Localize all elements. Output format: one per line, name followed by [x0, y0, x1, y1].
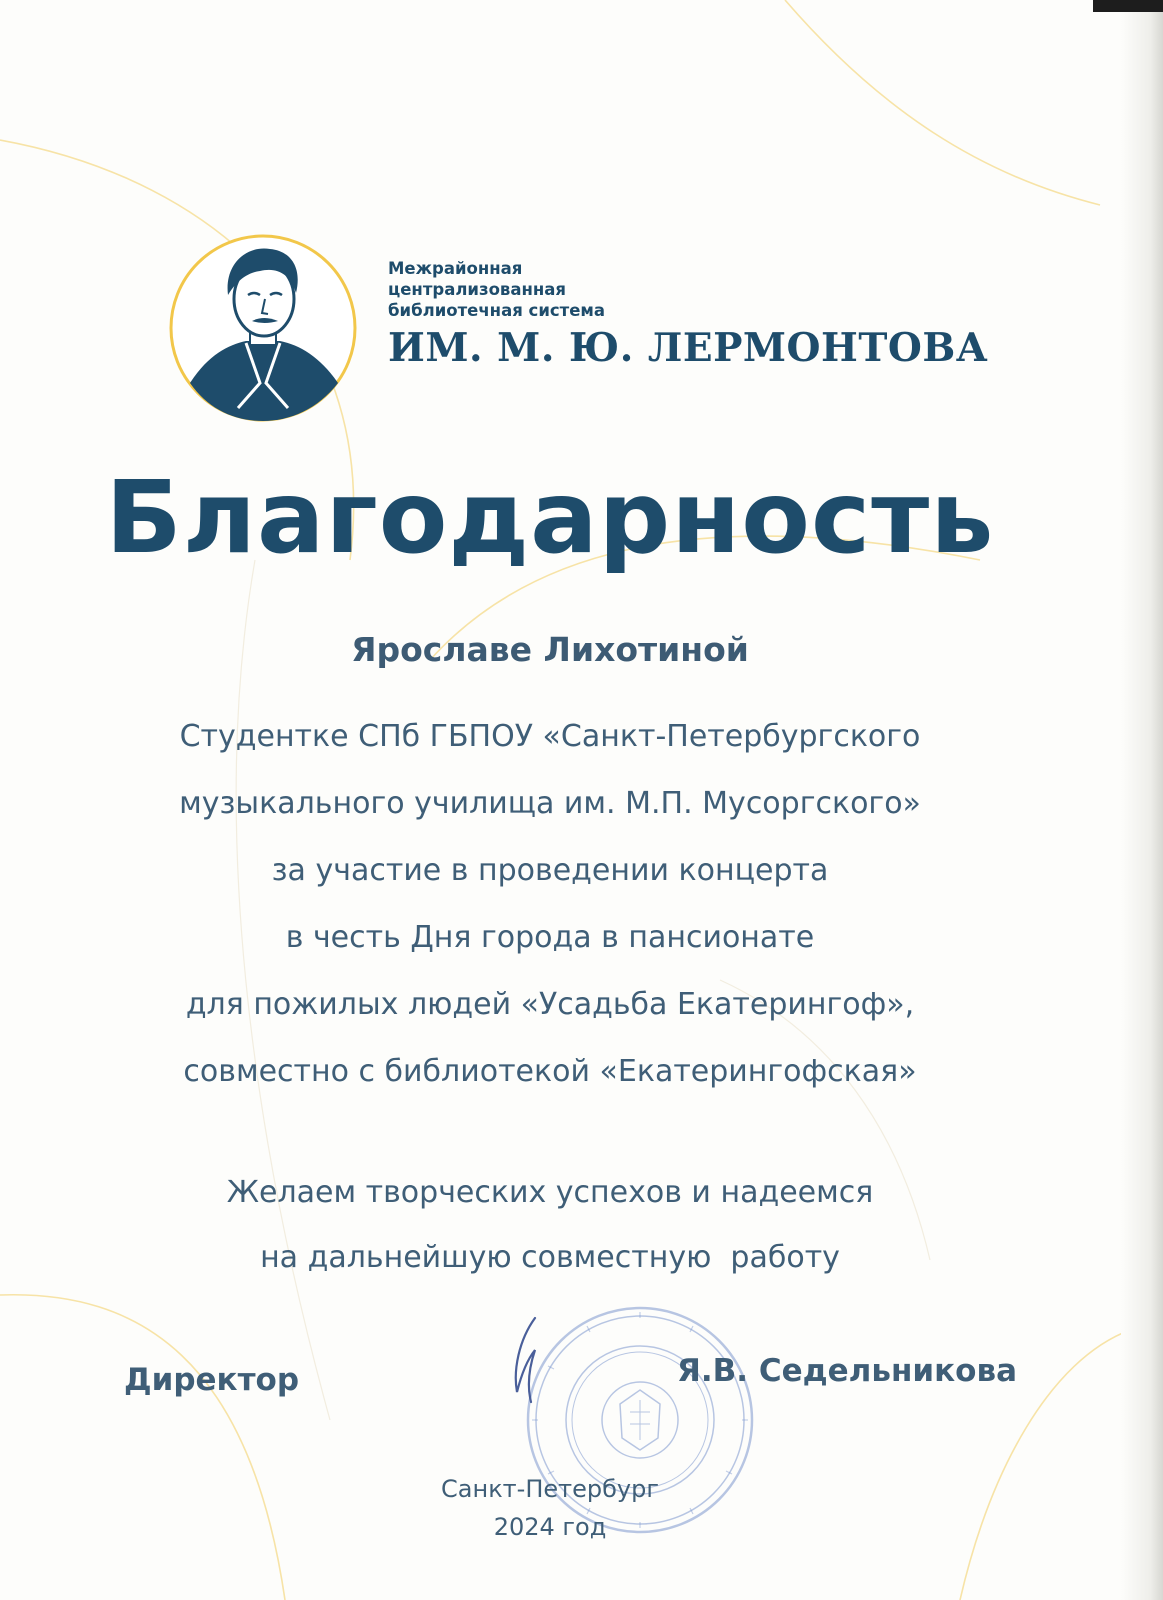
body-line: Студентке СПб ГБПОУ «Санкт-Петербургского	[179, 719, 921, 754]
body-line: в честь Дня города в пансионате	[285, 920, 815, 955]
body-line: музыкального училища им. М.П. Мусоргского»	[179, 786, 921, 821]
logo-line-1: Межрайонная	[388, 259, 523, 278]
wish-text	[0, 1160, 1100, 1290]
lermontov-portrait-icon	[168, 233, 358, 423]
wish-line: Желаем творческих успехов и надеемся	[226, 1175, 874, 1210]
footer-place-date	[0, 1470, 1100, 1546]
certificate-title: Благодарность	[105, 459, 995, 576]
logo-line-3: библиотечная система	[388, 301, 606, 320]
director-signature	[505, 1310, 575, 1420]
body-line: совместно с библиотекой «Екатерингофская»	[183, 1054, 917, 1089]
footer-city: Санкт-Петербург	[441, 1475, 659, 1503]
wish-line: на дальнейшую совместную работу	[260, 1240, 840, 1275]
body-line: за участие в проведении концерта	[271, 853, 829, 888]
library-logo-text	[388, 258, 988, 373]
signer-name: Я.В. Седельникова	[677, 1353, 1018, 1389]
certificate-body	[0, 703, 1100, 1105]
signer-role: Директор	[124, 1362, 300, 1398]
logo-library-name: ИМ. М. Ю. ЛЕРМОНТОВА	[388, 325, 989, 371]
recipient-name: Ярославе Лихотиной	[351, 630, 749, 669]
logo-line-2: централизованная	[388, 280, 567, 299]
scan-edge-shadow	[1121, 0, 1163, 1600]
footer-year: 2024 год	[493, 1513, 607, 1541]
scan-edge-dark	[1093, 0, 1163, 12]
body-line: для пожилых людей «Усадьба Екатерингоф»,	[185, 987, 915, 1022]
